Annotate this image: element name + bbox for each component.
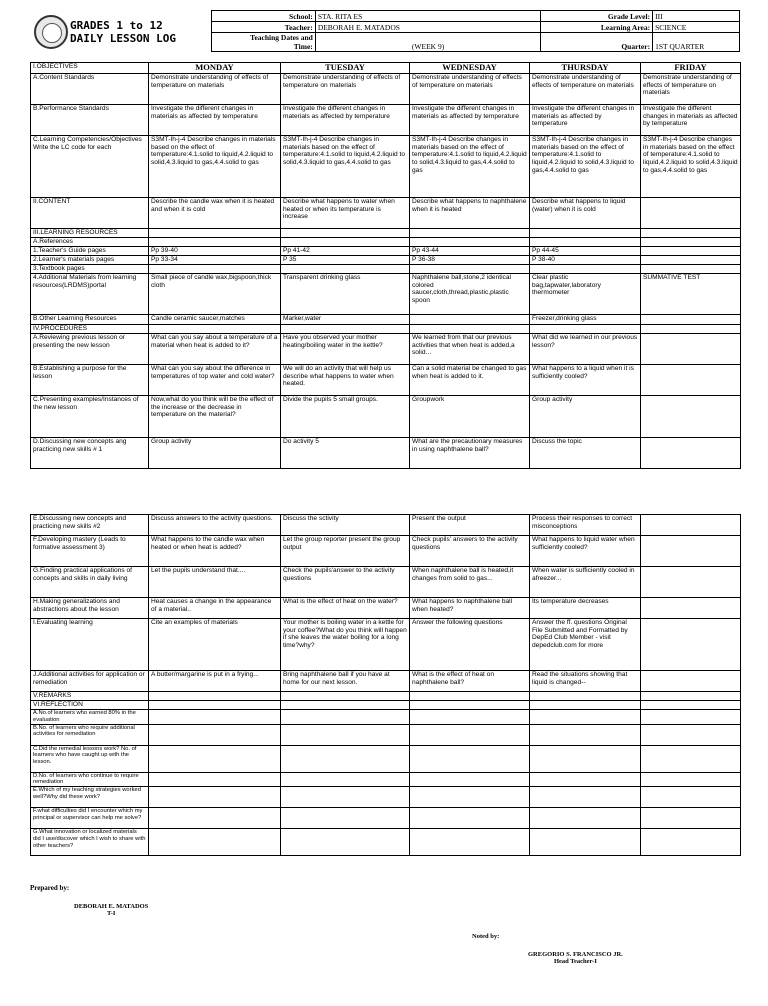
table-cell: Your mother is boiling water in a kettle for your coffee?What do you think will happen if she leaves the water boiling for a long time?why? bbox=[281, 619, 410, 671]
row-label: D.Discussing new concepts ang practicing new skills # 1 bbox=[31, 438, 149, 469]
table-cell bbox=[530, 238, 641, 247]
table-cell bbox=[281, 692, 410, 701]
table-cell: S3MT-Ih-j-4 Describe changes in materials based on the effect of temperature:4.1.solid to liquid,4.2.liquid to solid,4.3.liquid to gas,4.4.solid to gas bbox=[641, 136, 741, 198]
table-cell bbox=[641, 365, 741, 396]
table-cell bbox=[530, 724, 641, 745]
table-cell bbox=[530, 701, 641, 710]
table-cell: What happens to the candle wax when heated or when heat is added? bbox=[149, 536, 281, 567]
table-cell bbox=[149, 829, 281, 856]
table-cell bbox=[641, 598, 741, 619]
table-cell: What is the effect of heat on the water? bbox=[281, 598, 410, 619]
table-row bbox=[31, 315, 741, 325]
table-row bbox=[31, 671, 741, 692]
table-cell: Demonstrate understanding of effects of temperature on materials bbox=[149, 74, 281, 105]
table-row bbox=[31, 724, 741, 745]
table-cell: Let the pupils understand that.... bbox=[149, 567, 281, 598]
table-cell bbox=[641, 334, 741, 365]
table-cell: S3MT-Ih-j-4 Describe changes in materials based on the effect of temperature:4.1.solid to liquid,4.2.liquid to solid,4.3.liquid to gas,4.4.solid to gas bbox=[530, 136, 641, 198]
school-label: School: bbox=[212, 11, 316, 22]
table-cell bbox=[641, 829, 741, 856]
table-cell bbox=[530, 710, 641, 725]
table-cell bbox=[149, 787, 281, 808]
table-cell bbox=[641, 808, 741, 829]
table-cell bbox=[281, 829, 410, 856]
table-cell bbox=[410, 325, 530, 334]
table-cell: S3MT-Ih-j-4 Describe changes in materials based on the effect of temperature:4.1.solid to liquid,4.2.liquid to solid,4.3.liquid to gas,4.4.solid to gas bbox=[149, 136, 281, 198]
table-row bbox=[31, 536, 741, 567]
table-cell: P 35 bbox=[281, 256, 410, 265]
table-cell bbox=[410, 710, 530, 725]
area-label: Learning Area: bbox=[541, 22, 653, 33]
table-cell bbox=[410, 787, 530, 808]
table-cell bbox=[149, 692, 281, 701]
table-cell: Read the situations showing that liquid is changed-- bbox=[530, 671, 641, 692]
day-header-friday: FRIDAY bbox=[641, 63, 741, 74]
table-cell bbox=[641, 567, 741, 598]
table-cell: What happens to a liquid when it is sufficiently cooled? bbox=[530, 365, 641, 396]
table-cell: Heat causes a change in the appearance of a material.. bbox=[149, 598, 281, 619]
table-cell: We learned from that our previous activities that when heat is added,a solid... bbox=[410, 334, 530, 365]
table-row bbox=[31, 238, 741, 247]
table-cell: Discuss the topic bbox=[530, 438, 641, 469]
table-cell bbox=[410, 808, 530, 829]
table-row bbox=[31, 334, 741, 365]
table-cell bbox=[641, 229, 741, 238]
dates-label-line-2: Time: bbox=[293, 42, 313, 51]
table-cell bbox=[410, 724, 530, 745]
table-row bbox=[31, 829, 741, 856]
table-cell: S3MT-Ih-j-4 Describe changes in materials based on the effect of temperature:4.1.solid to liquid,4.2.liquid to solid,4.3.liquid to gas,4.4.solid to gas bbox=[410, 136, 530, 198]
table-cell: Investigate the different changes in materials as affected by temperature bbox=[530, 105, 641, 136]
table-row bbox=[31, 325, 741, 334]
table-row bbox=[31, 567, 741, 598]
table-cell: Answer the following questions bbox=[410, 619, 530, 671]
row-label: C.Learning Competencies/Objectives Write the LC code for each bbox=[31, 136, 149, 198]
table-cell: Can a solid material be changed to gas when heat is added to it. bbox=[410, 365, 530, 396]
table-cell: Pp 39-40 bbox=[149, 247, 281, 256]
row-label: III.LEARNING RESOURCES bbox=[31, 229, 149, 238]
document-title bbox=[70, 19, 176, 45]
table-cell: Its temperature decreases bbox=[530, 598, 641, 619]
table-cell bbox=[641, 265, 741, 274]
table-cell bbox=[530, 265, 641, 274]
table-cell: Demonstrate understanding of effects of temperature on materials bbox=[530, 74, 641, 105]
table-cell: S3MT-Ih-j-4 Describe changes in materials based on the effect of temperature:4.1.solid to liquid,4.2.liquid to solid,4.3.liquid to gas,4.4.solid to gas bbox=[281, 136, 410, 198]
quarter-label: Quarter: bbox=[541, 33, 653, 52]
day-header-thursday: THURSDAY bbox=[530, 63, 641, 74]
table-cell bbox=[281, 745, 410, 772]
row-label: H.Making generalizations and abstractions about the lesson bbox=[31, 598, 149, 619]
table-cell: Bring naphthalene ball if you have at home for our next lesson. bbox=[281, 671, 410, 692]
row-label: 3.Textbook pages bbox=[31, 265, 149, 274]
table-cell: Describe the candle wax when it is heated and when it is cold bbox=[149, 198, 281, 229]
grade-label: Grade Level: bbox=[541, 11, 653, 22]
table-row bbox=[31, 256, 741, 265]
table-cell: Group activity bbox=[149, 438, 281, 469]
table-cell: Pp 33-34 bbox=[149, 256, 281, 265]
table-row bbox=[31, 136, 741, 198]
header-info-table bbox=[211, 10, 740, 52]
table-cell bbox=[641, 772, 741, 787]
table-row bbox=[31, 692, 741, 701]
table-cell: When naphthalene ball is heated,it changes from solid to gas... bbox=[410, 567, 530, 598]
row-label: J.Additional activities for application or remediation bbox=[31, 671, 149, 692]
table-row bbox=[31, 265, 741, 274]
table-cell bbox=[281, 772, 410, 787]
table-cell bbox=[410, 829, 530, 856]
teacher-label: Teacher: bbox=[212, 22, 316, 33]
table-cell: Investigate the different changes in materials as affected by temperature bbox=[149, 105, 281, 136]
table-cell bbox=[641, 671, 741, 692]
row-label: B.No. of learners who require additional activities for remediation bbox=[31, 724, 149, 745]
table-cell bbox=[149, 724, 281, 745]
lesson-log-table-part-2 bbox=[30, 514, 741, 856]
table-cell bbox=[149, 772, 281, 787]
table-cell: Present the output bbox=[410, 515, 530, 536]
table-cell bbox=[641, 256, 741, 265]
row-label: E.Which of my teaching strategies worked well?Why did these work? bbox=[31, 787, 149, 808]
table-cell bbox=[281, 325, 410, 334]
row-label: C.Did the remedial lessons work? No. of learners who have caught up with the lesson. bbox=[31, 745, 149, 772]
table-cell: Demonstrate understanding of effects of temperature on materials bbox=[641, 74, 741, 105]
table-cell bbox=[641, 238, 741, 247]
table-row bbox=[31, 274, 741, 315]
table-cell bbox=[530, 772, 641, 787]
table-cell: A butter/margarine is put in a frying... bbox=[149, 671, 281, 692]
table-cell bbox=[281, 710, 410, 725]
table-cell bbox=[410, 692, 530, 701]
table-cell bbox=[281, 724, 410, 745]
table-cell bbox=[641, 515, 741, 536]
table-cell bbox=[149, 229, 281, 238]
table-cell bbox=[641, 315, 741, 325]
table-cell: Pp 41-42 bbox=[281, 247, 410, 256]
table-cell bbox=[641, 692, 741, 701]
dates-label-line-1: Teaching Dates and bbox=[250, 33, 313, 42]
table-cell: Demonstrate understanding of effects of temperature on materials bbox=[410, 74, 530, 105]
table-cell: Describe what happens to naphthalene when it is heated bbox=[410, 198, 530, 229]
table-cell bbox=[281, 808, 410, 829]
table-cell: Transparent drinking glass bbox=[281, 274, 410, 315]
row-label: A.Content Standards bbox=[31, 74, 149, 105]
header-title-block bbox=[26, 10, 211, 54]
table-cell: Check the pupils'answer to the activity questions bbox=[281, 567, 410, 598]
table-cell bbox=[641, 619, 741, 671]
title-line-2: DAILY LESSON LOG bbox=[70, 32, 176, 45]
table-cell: Clear plastic bag,tapwater,laboratory thermometer bbox=[530, 274, 641, 315]
table-cell bbox=[641, 438, 741, 469]
dates-value: (WEEK 9) bbox=[315, 33, 541, 52]
table-cell bbox=[281, 238, 410, 247]
table-cell: Discuss the sctivity bbox=[281, 515, 410, 536]
table-cell: What happens to naphthalene ball when heated? bbox=[410, 598, 530, 619]
table-row bbox=[31, 105, 741, 136]
head-teacher-signature-block bbox=[528, 951, 623, 965]
lesson-log-table-part-1 bbox=[30, 62, 741, 469]
table-row bbox=[31, 396, 741, 438]
deped-seal-icon bbox=[34, 15, 68, 49]
table-cell bbox=[410, 315, 530, 325]
table-cell bbox=[530, 692, 641, 701]
table-cell bbox=[530, 787, 641, 808]
teacher-signature-block bbox=[74, 903, 148, 917]
table-cell bbox=[410, 701, 530, 710]
row-label: A.References bbox=[31, 238, 149, 247]
table-cell: We will do an activity that will help us describe what happens to water when heated. bbox=[281, 365, 410, 396]
table-cell: Small piece of candle wax,bigspoon,thick cloth bbox=[149, 274, 281, 315]
table-cell bbox=[641, 198, 741, 229]
table-row-label: I.OBJECTIVES bbox=[31, 63, 149, 74]
table-cell: Investigate the different changes in materials as affected by temperature bbox=[281, 105, 410, 136]
table-cell bbox=[410, 238, 530, 247]
table-cell: SUMMATIVE TEST bbox=[641, 274, 741, 315]
table-cell bbox=[530, 808, 641, 829]
table-row bbox=[31, 598, 741, 619]
table-cell: What happens to liquid water when sufficiently cooled? bbox=[530, 536, 641, 567]
table-cell bbox=[410, 229, 530, 238]
table-cell: Describe what happens to water when heated or when its temperature is increase bbox=[281, 198, 410, 229]
table-cell: Check pupils' answers to the activity questions bbox=[410, 536, 530, 567]
row-label: VI.REFLECTION bbox=[31, 701, 149, 710]
table-row bbox=[31, 619, 741, 671]
table-cell bbox=[281, 701, 410, 710]
table-cell bbox=[410, 745, 530, 772]
row-label: C.Presenting examples/Instances of the new lesson bbox=[31, 396, 149, 438]
table-cell: Answer the ff. questions Original File Submitted and Formatted by DepEd Club Member - visit depedclub.com for more bbox=[530, 619, 641, 671]
table-cell: Freezer,drinking glass bbox=[530, 315, 641, 325]
document-header bbox=[26, 10, 740, 54]
row-label: B.Establishing a purpose for the lesson bbox=[31, 365, 149, 396]
title-line-1: GRADES 1 to 12 bbox=[70, 19, 163, 32]
row-label: IV.PROCEDURES bbox=[31, 325, 149, 334]
table-row bbox=[31, 701, 741, 710]
day-header-monday: MONDAY bbox=[149, 63, 281, 74]
row-label: A.No.of learners who earned 80% in the evaluation bbox=[31, 710, 149, 725]
table-cell: Divide the pupils 5 small groups. bbox=[281, 396, 410, 438]
table-cell bbox=[149, 745, 281, 772]
table-cell: Investigate the different changes in materials as affected by temperature bbox=[410, 105, 530, 136]
row-label: II.CONTENT bbox=[31, 198, 149, 229]
table-cell: Investigate the different changes in materials as affected by temperature bbox=[641, 105, 741, 136]
teacher-value: DEBORAH E. MATADOS bbox=[315, 22, 541, 33]
table-cell: Marker,water bbox=[281, 315, 410, 325]
prepared-by-label: Prepared by: bbox=[30, 884, 70, 892]
table-cell bbox=[641, 536, 741, 567]
table-cell: Do activity 5 bbox=[281, 438, 410, 469]
row-label: V.REMARKS bbox=[31, 692, 149, 701]
head-teacher-name: GREGORIO S. FRANCISCO JR. bbox=[528, 951, 623, 958]
row-label: G.What innovation or localized materials did I use/discover which I wish to share with other teachers? bbox=[31, 829, 149, 856]
table-row bbox=[31, 229, 741, 238]
table-cell: Discuss answers to the activity questions. bbox=[149, 515, 281, 536]
table-cell: Demonstrate understanding of effects of temperature on materials bbox=[281, 74, 410, 105]
table-cell bbox=[530, 745, 641, 772]
grade-value: III bbox=[653, 11, 740, 22]
table-cell bbox=[530, 229, 641, 238]
table-cell bbox=[641, 325, 741, 334]
table-cell: Now,what do you think will be the effect of the increase or the decrease in temperature on the material? bbox=[149, 396, 281, 438]
table-cell: Process their responses to correct misconceptions bbox=[530, 515, 641, 536]
table-row bbox=[31, 438, 741, 469]
table-cell: What can you say about a temperature of a material when heat is added to it? bbox=[149, 334, 281, 365]
table-cell bbox=[641, 787, 741, 808]
row-label: I.Evaluating learning bbox=[31, 619, 149, 671]
table-cell: Describe what happens to liquid (water) when it is cold bbox=[530, 198, 641, 229]
table-cell bbox=[641, 396, 741, 438]
table-row bbox=[31, 247, 741, 256]
table-row bbox=[31, 74, 741, 105]
row-label: A.Reviewing previous lesson or presenting the new lesson bbox=[31, 334, 149, 365]
table-cell: Naphthalene ball,stone,2 identical colored saucer,cloth,thread,plastic,plastic spoon bbox=[410, 274, 530, 315]
dates-label bbox=[212, 33, 316, 52]
table-cell: Let the group reporter present the group output bbox=[281, 536, 410, 567]
table-cell: Group activity bbox=[530, 396, 641, 438]
table-row bbox=[31, 515, 741, 536]
table-cell bbox=[149, 238, 281, 247]
row-label: E.Discussing new concepts and practicing new skills #2 bbox=[31, 515, 149, 536]
table-cell: P 38-40 bbox=[530, 256, 641, 265]
table-cell: When water is sufficiently cooled in afreezer... bbox=[530, 567, 641, 598]
row-label: B.Performance Standards bbox=[31, 105, 149, 136]
table-cell bbox=[149, 808, 281, 829]
table-cell: What did we learned in our previous lesson? bbox=[530, 334, 641, 365]
table-cell bbox=[641, 701, 741, 710]
table-cell bbox=[530, 829, 641, 856]
row-label: 2.Learner's materials pages bbox=[31, 256, 149, 265]
row-label: 4.Additional Materials from learning resources(LRDMS)portal bbox=[31, 274, 149, 315]
table-cell: Groupwork bbox=[410, 396, 530, 438]
table-cell bbox=[641, 745, 741, 772]
table-row bbox=[31, 745, 741, 772]
table-cell bbox=[281, 787, 410, 808]
table-cell: P 36-38 bbox=[410, 256, 530, 265]
teacher-name: DEBORAH E. MATADOS bbox=[74, 903, 149, 910]
row-label: B.Other Learning Resources bbox=[31, 315, 149, 325]
table-row bbox=[31, 198, 741, 229]
table-cell bbox=[149, 710, 281, 725]
table-cell: What is the effect of heat on naphthalene ball? bbox=[410, 671, 530, 692]
table-row bbox=[31, 710, 741, 725]
row-label: G.Finding practical applications of concepts and skills in daily living bbox=[31, 567, 149, 598]
area-value: SCIENCE bbox=[653, 22, 740, 33]
table-cell bbox=[641, 710, 741, 725]
table-cell: Pp 44-45 bbox=[530, 247, 641, 256]
table-cell: What can you say about the difference in temperatures of top water and cold water? bbox=[149, 365, 281, 396]
row-label: F.what difficulties did I encounter which my principal or supervisor can help me solve? bbox=[31, 808, 149, 829]
head-teacher-position: Head Teacher-I bbox=[553, 958, 597, 965]
table-cell bbox=[410, 772, 530, 787]
table-cell bbox=[149, 325, 281, 334]
table-cell: Have you observed your mother heating/boiling water in the kettle? bbox=[281, 334, 410, 365]
row-label: D.No. of learners who continue to require remediation bbox=[31, 772, 149, 787]
table-cell: What are the precautionary measures in using naphthalene ball? bbox=[410, 438, 530, 469]
table-cell: Cite an examples of materials bbox=[149, 619, 281, 671]
table-cell bbox=[149, 265, 281, 274]
table-cell: Pp 43-44 bbox=[410, 247, 530, 256]
table-cell bbox=[410, 265, 530, 274]
row-label: F.Developing mastery (Leads to formative assessment 3) bbox=[31, 536, 149, 567]
quarter-value: 1ST QUARTER bbox=[653, 33, 740, 52]
table-cell: Candle ceramic saucer,matches bbox=[149, 315, 281, 325]
table-cell bbox=[530, 325, 641, 334]
teacher-position: T-I bbox=[106, 910, 116, 917]
table-cell bbox=[281, 229, 410, 238]
table-row bbox=[31, 808, 741, 829]
table-cell bbox=[281, 265, 410, 274]
table-row bbox=[31, 365, 741, 396]
table-cell bbox=[149, 701, 281, 710]
noted-by-label: Noted by: bbox=[472, 933, 500, 940]
table-row bbox=[31, 772, 741, 787]
day-header-wednesday: WEDNESDAY bbox=[410, 63, 530, 74]
table-row bbox=[31, 787, 741, 808]
table-cell bbox=[641, 724, 741, 745]
row-label: 1.Teacher's Guide pages bbox=[31, 247, 149, 256]
school-value: STA. RITA ES bbox=[315, 11, 541, 22]
day-header-tuesday: TUESDAY bbox=[281, 63, 410, 74]
table-cell bbox=[641, 247, 741, 256]
